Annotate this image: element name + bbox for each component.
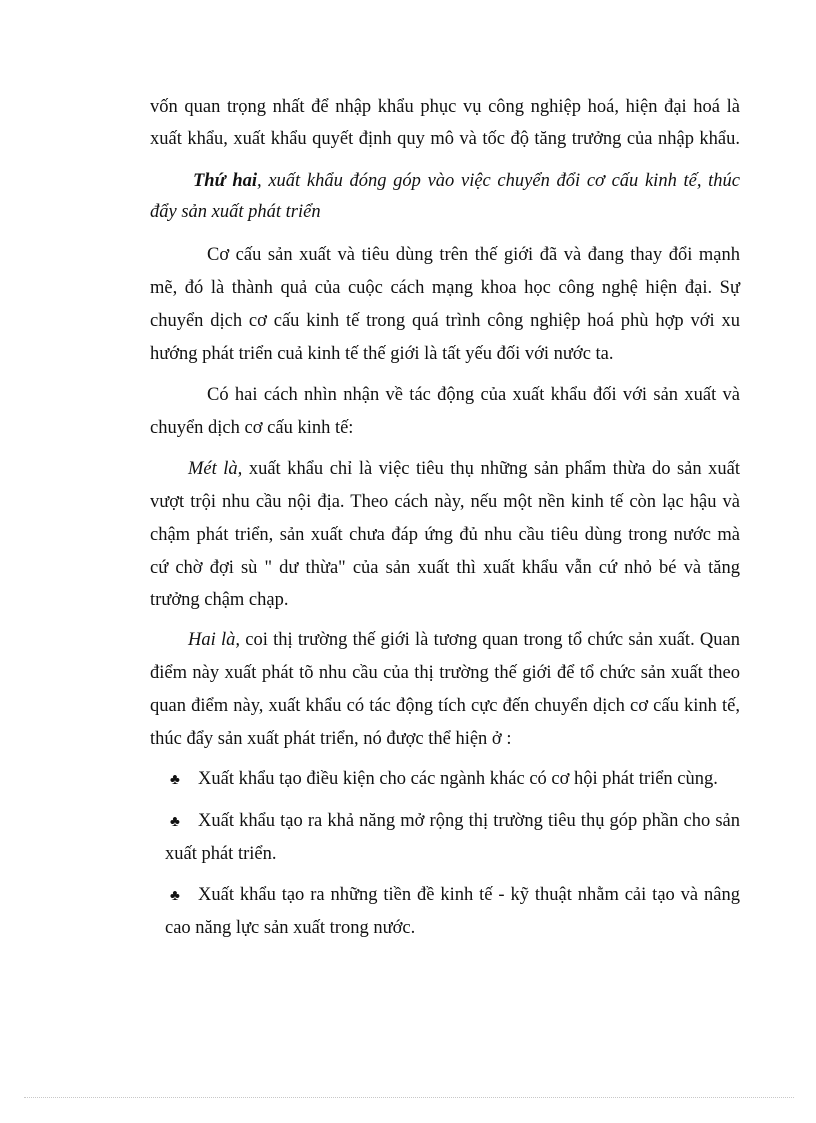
point-text: xuất khẩu chỉ là việc tiêu thụ những sản phẩm thừa do sản xuất — [242, 459, 741, 479]
body-line: quan điểm này, xuất khẩu có tác động tích cực đến chuyển dịch cơ cấu kinh tế, — [150, 696, 740, 716]
bullet-item: cao năng lực sản xuất trong nước. — [165, 918, 416, 938]
body-line: cứ chờ đợi sù " dư thừa" của sản xuất thì xuất khẩu vẫn cứ nhỏ bé và tăng — [150, 558, 740, 578]
body-line: Cơ cấu sản xuất và tiêu dùng trên thế giới đã và đang thay đổi mạnh — [207, 245, 740, 265]
body-line: Có hai cách nhìn nhận về tác động của xuất khẩu đối với sản xuất và — [207, 385, 740, 405]
bullet-item: xuất phát triển. — [165, 844, 277, 864]
club-icon: ♣ — [170, 888, 180, 904]
body-line: vượt trội nhu cầu nội địa. Theo cách này, nếu một nền kinh tế còn lạc hậu và — [150, 492, 740, 512]
bullet-item: Xuất khẩu tạo điều kiện cho các ngành khác có cơ hội phát triển cùng. — [198, 769, 718, 789]
body-line: chuyển dịch cơ cấu kinh tế trong quá trình công nghiệp hoá phù hợp với xu — [150, 311, 740, 331]
body-line: vốn quan trọng nhất để nhập khẩu phục vụ công nghiệp hoá, hiện đại hoá là — [150, 97, 740, 117]
section-heading-line: đẩy sản xuất phát triển — [150, 202, 321, 222]
bullet-item: Xuất khẩu tạo ra những tiền đề kinh tế - kỹ thuật nhằm cải tạo và nâng — [198, 885, 740, 905]
point-text: coi thị trường thế giới là tương quan trong tổ chức sản xuất. Quan — [240, 630, 741, 650]
point-lead: Hai là, — [188, 630, 240, 650]
section-heading-lead: Thứ hai — [193, 171, 258, 191]
section-heading-text: , xuất khẩu đóng góp vào việc chuyển đổi cơ cấu kinh tế, thúc — [257, 171, 740, 191]
section-heading-line — [193, 169, 740, 193]
club-icon: ♣ — [170, 772, 180, 788]
club-icon: ♣ — [170, 814, 180, 830]
body-line: hướng phát triển cuả kinh tế thế giới là tất yếu đối với nước ta. — [150, 344, 614, 364]
body-line: chậm phát triển, sản xuất chưa đáp ứng đủ nhu cầu tiêu dùng trong nước mà — [150, 525, 740, 545]
body-line: điểm này xuất phát tõ nhu cầu của thị trường thế giới để tổ chức sản xuất theo — [150, 663, 740, 683]
body-line: xuất khẩu, xuất khẩu quyết định quy mô và tốc độ tăng trưởng của nhập khẩu. — [150, 129, 740, 149]
body-line: thúc đẩy sản xuất phát triển, nó được thể hiện ở : — [150, 729, 512, 749]
point-lead: Mét là, — [188, 459, 243, 479]
body-line: mẽ, đó là thành quả của cuộc cách mạng khoa học công nghệ hiện đại. Sự — [150, 278, 740, 298]
body-line — [188, 628, 740, 652]
body-line — [188, 457, 740, 481]
page-bottom-divider — [24, 1097, 794, 1098]
body-line: trưởng chậm chạp. — [150, 590, 289, 610]
bullet-item: Xuất khẩu tạo ra khả năng mở rộng thị trường tiêu thụ góp phần cho sản — [198, 811, 740, 831]
body-line: chuyển dịch cơ cấu kinh tế: — [150, 418, 354, 438]
